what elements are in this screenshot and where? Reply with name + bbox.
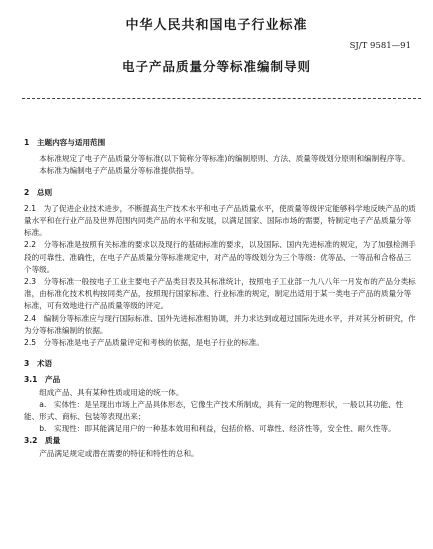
clause-2-2: 2.2 分等标准是按照有关标准的要求以及现行的基础标准的要求，以及国际、国内先进标准的规定，为了加强检测手段的可靠性、准确性，在电子产品质量分等标准规定中，对产品的等级划分为三个等级：优等品、一等品和合格品三个等级。 <box>24 240 416 274</box>
section-2-heading: 2 总则 <box>24 187 53 197</box>
clause-2-3: 2.3 分等标准一般按电子工业主要电子产品类目表及其标准统计，按照电子工业部一九八八年一月发布的产品分类标准，由标准化技术机构按同类产品，按照现行国家标准、行业标准的规定，制定出适用于某一类电子产品的质量分等标准，可有效地进行产品质量等级的评定。 <box>24 277 416 311</box>
term-3-1-heading: 3.1 产品 <box>24 375 61 385</box>
section-1-paragraph: 本标准规定了电子产品质量分等标准(以下简称分等标准)的编制原则、方法、质量等级划分原则和编制程序等。 <box>39 154 410 164</box>
term-3-1-item-b: b. 实现性：即其能满足用户的一种基本效用和利益，包括价格、可靠性、经济性等，安全性、耐久性等。 <box>39 424 396 434</box>
term-3-1-item-a: a. 实体性：是呈现出市场上产品具体形态，它像生产技术所制成，具有一定的物理形状，一般以其功能、性能、形式、商标、包装等表现出来； <box>24 399 404 422</box>
standard-number: SJ/T 9581—91 <box>349 41 411 51</box>
clause-2-1: 2.1 为了促进企业技术进步，不断提高生产技术水平和电子产品质量水平，使质量等级评定能够科学地反映产品的质量水平和在行业产品及世界范围内同类产品的水平和发展，以满足国家、国际市场的需要，特制定电子产品质量分等标准。 <box>24 203 416 238</box>
clause-2-5: 2.5 分等标准是电子产品质量评定和考核的依据，是电子行业的标准。 <box>24 338 264 348</box>
section-1-paragraph: 本标准为编制电子产品质量分等标准提供指导。 <box>39 166 199 176</box>
document-title: 电子产品质量分等标准编制导则 <box>121 59 311 74</box>
term-3-1-definition: 组成产品、具有某种性质或用途的统一体。 <box>39 387 184 397</box>
term-3-2-definition: 产品满足规定或潜在需要的特征和特性的总和。 <box>39 448 199 458</box>
industry-standard-header: 中华人民共和国电子行业标准 <box>125 18 308 33</box>
section-3-heading: 3 术语 <box>24 359 53 369</box>
section-1-heading: 1 主题内容与适用范围 <box>24 138 106 147</box>
document-body <box>24 137 417 460</box>
title-divider <box>22 98 421 99</box>
clause-2-4: 2.4 编制分等标准应与现行国际标准、国外先进标准相协调，并力求达到或超过国际先进水平，并对其分析研究，作为分等标准编制的依据。 <box>24 313 416 335</box>
term-3-2-heading: 3.2 质量 <box>24 436 61 446</box>
